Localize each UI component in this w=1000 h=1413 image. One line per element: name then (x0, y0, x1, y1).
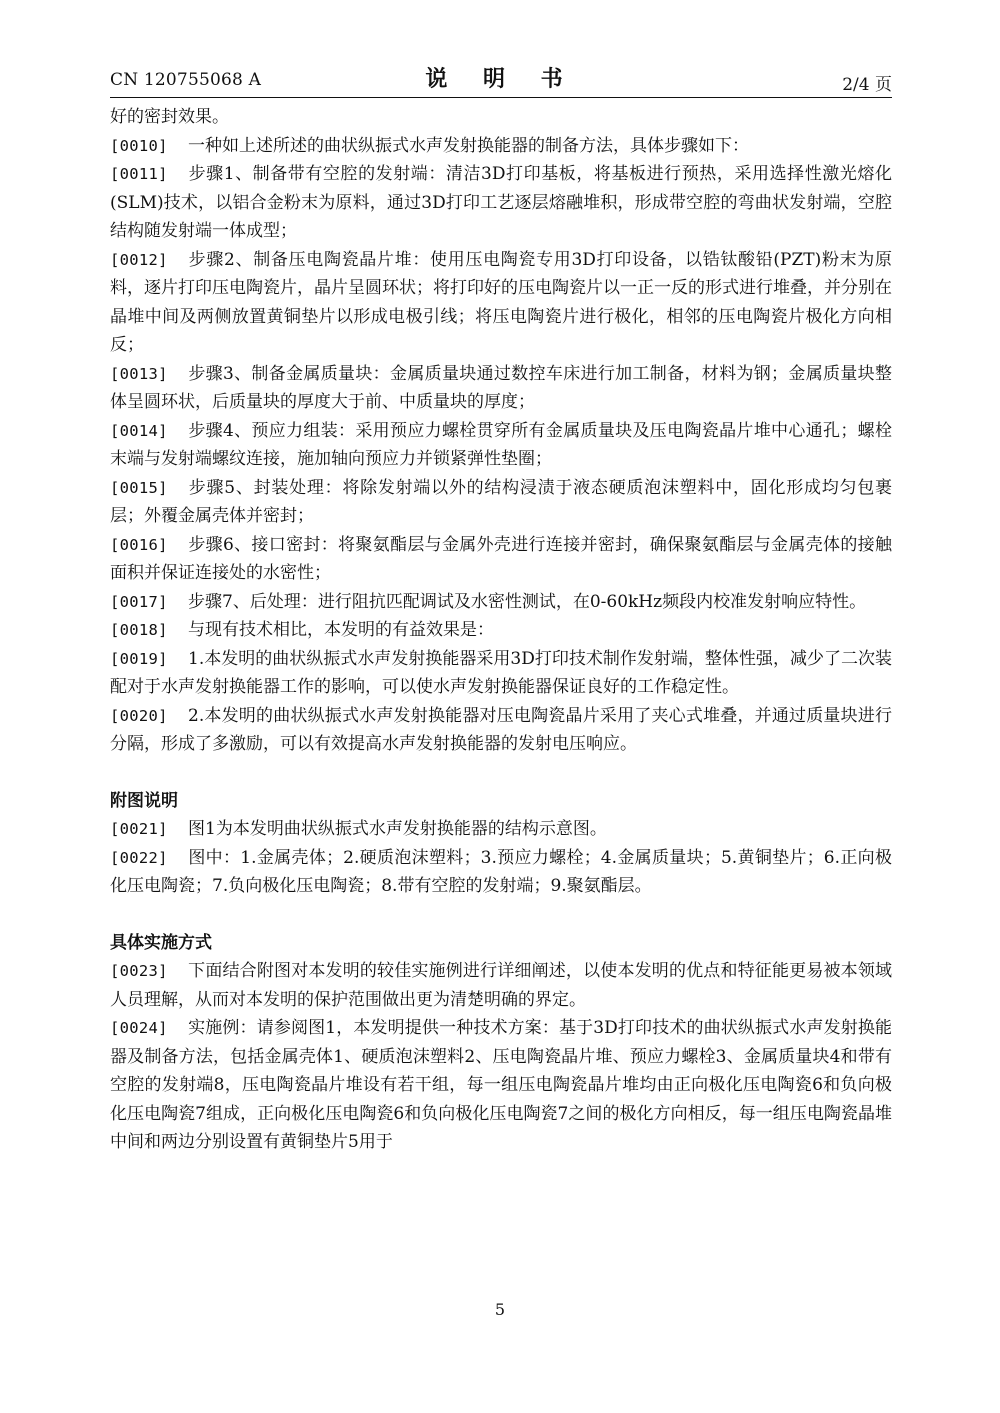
section-spacer (110, 759, 892, 787)
page-header (110, 62, 892, 96)
paragraph-number: [0021] (110, 820, 168, 838)
header-divider (110, 97, 892, 98)
paragraph-0024 (110, 1014, 892, 1157)
document-body (110, 103, 892, 1157)
paragraph-number: [0020] (110, 706, 168, 725)
paragraph-text: 步骤4、预应力组装：采用预应力螺栓贯穿所有金属质量块及压电陶瓷晶片堆中心通孔；螺栓末端与发射端螺纹连接，施加轴向预应力并锁紧弹性垫圈； (110, 420, 892, 469)
paragraph-number: [0016] (110, 535, 168, 554)
paragraph-0019 (110, 645, 892, 702)
paragraph-0021 (110, 815, 892, 844)
paragraph-0016 (110, 531, 892, 588)
paragraph-number: [0011] (110, 165, 168, 183)
section-heading-embodiment: 具体实施方式 (110, 932, 212, 953)
paragraph-text: 步骤7、后处理：进行阻抗匹配调试及水密性测试，在0-60kHz频段内校准发射响应特性。 (188, 591, 867, 612)
document-number: CN 120755068 A (110, 70, 262, 90)
paragraph-text: 与现有技术相比，本发明的有益效果是： (188, 620, 494, 640)
paragraph-continuation (110, 103, 892, 132)
paragraph-number: [0013] (110, 364, 168, 383)
paragraph-text: 一种如上述所述的曲状纵振式水声发射换能器的制备方法，具体步骤如下： (188, 135, 749, 156)
paragraph-text: 步骤3、制备金属质量块：金属质量块通过数控车床进行加工制备，材料为钢；金属质量块整体呈圆环状，后质量块的厚度大于前、中质量块的厚度； (110, 363, 892, 412)
paragraph-number: [0019] (110, 649, 168, 668)
paragraph-number: [0015] (110, 478, 168, 497)
paragraph-text: 图中：1.金属壳体；2.硬质泡沫塑料；3.预应力螺栓；4.金属质量块；5.黄铜垫片；6.正向极化压电陶瓷；7.负向极化压电陶瓷；8.带有空腔的发射端；9.聚氨酯层。 (110, 847, 892, 896)
paragraph-text: 步骤5、封装处理：将除发射端以外的结构浸渍于液态硬质泡沫塑料中，固化形成均匀包裹层；外覆金属壳体并密封； (110, 477, 892, 526)
page-number: 5 (494, 1300, 506, 1319)
page-title: 说 明 书 (425, 67, 577, 92)
paragraph-0015 (110, 474, 892, 531)
paragraph-number: [0014] (110, 421, 168, 440)
paragraph-0022 (110, 844, 892, 901)
paragraph-text: 下面结合附图对本发明的较佳实施例进行详细阐述，以使本发明的优点和特征能更易被本领域人员理解，从而对本发明的保护范围做出更为清楚明确的界定。 (110, 961, 892, 1010)
paragraph-0014 (110, 417, 892, 474)
paragraph-text: 步骤2、制备压电陶瓷晶片堆：使用压电陶瓷专用3D打印设备，以锆钛酸铅(PZT)粉末为原料，逐片打印压电陶瓷片，晶片呈圆环状；将打印好的压电陶瓷片以一正一反的形式进行堆叠，并分别在晶堆中间及两侧放置黄铜垫片以形成电极引线；将压电陶瓷片进行极化，相邻的压电陶瓷片极化方向相反； (110, 249, 892, 355)
paragraph-number: [0017] (110, 592, 168, 611)
paragraph-number: [0024] (110, 1019, 168, 1037)
paragraph-text: 好的密封效果。 (110, 107, 229, 127)
page-count: 2/4 页 (842, 75, 892, 95)
paragraph-0017 (110, 588, 892, 617)
paragraph-text: 步骤6、接口密封：将聚氨酯层与金属外壳进行连接并密封，确保聚氨酯层与金属壳体的接触面积并保证连接处的水密性； (110, 534, 892, 583)
section-spacer (110, 901, 892, 929)
paragraph-number: [0012] (110, 250, 168, 269)
section-heading-figures: 附图说明 (110, 790, 178, 811)
paragraph-text: 实施例：请参阅图1，本发明提供一种技术方案：基于3D打印技术的曲状纵振式水声发射换能器及制备方法，包括金属壳体1、硬质泡沫塑料2、压电陶瓷晶片堆、预应力螺栓3、金属质量块4和带有空腔的发射端8，压电陶瓷晶片堆设有若干组，每一组压电陶瓷晶片堆均由正向极化压电陶瓷6和负向极化压电陶瓷7组成，正向极化压电陶瓷6和负向极化压电陶瓷7之间的极化方向相反，每一组压电陶瓷晶堆中间和两边分别设置有黄铜垫片5用于 (110, 1018, 892, 1152)
paragraph-number: [0023] (110, 962, 168, 980)
paragraph-0012 (110, 246, 892, 360)
paragraph-text: 2.本发明的曲状纵振式水声发射换能器对压电陶瓷晶片采用了夹心式堆叠，并通过质量块进行分隔，形成了多激励，可以有效提高水声发射换能器的发射电压响应。 (110, 705, 892, 754)
paragraph-number: [0022] (110, 848, 168, 867)
paragraph-text: 图1为本发明曲状纵振式水声发射换能器的结构示意图。 (188, 819, 607, 839)
paragraph-0010 (110, 132, 892, 161)
paragraph-text: 步骤1、制备带有空腔的发射端：清洁3D打印基板，将基板进行预热，采用选择性激光熔化(SLM)技术，以铝合金粉末为原料，通过3D打印工艺逐层熔融堆积，形成带空腔的弯曲状发射端，空腔结构随发射端一体成型； (110, 164, 892, 241)
paragraph-number: [0010] (110, 136, 168, 155)
paragraph-text: 1.本发明的曲状纵振式水声发射换能器采用3D打印技术制作发射端，整体性强，减少了二次装配对于水声发射换能器工作的影响，可以使水声发射换能器保证良好的工作稳定性。 (110, 648, 892, 697)
paragraph-0018 (110, 616, 892, 645)
paragraph-0023 (110, 957, 892, 1014)
paragraph-number: [0018] (110, 621, 168, 639)
paragraph-0013 (110, 360, 892, 417)
paragraph-0020 (110, 702, 892, 759)
paragraph-0011 (110, 160, 892, 246)
